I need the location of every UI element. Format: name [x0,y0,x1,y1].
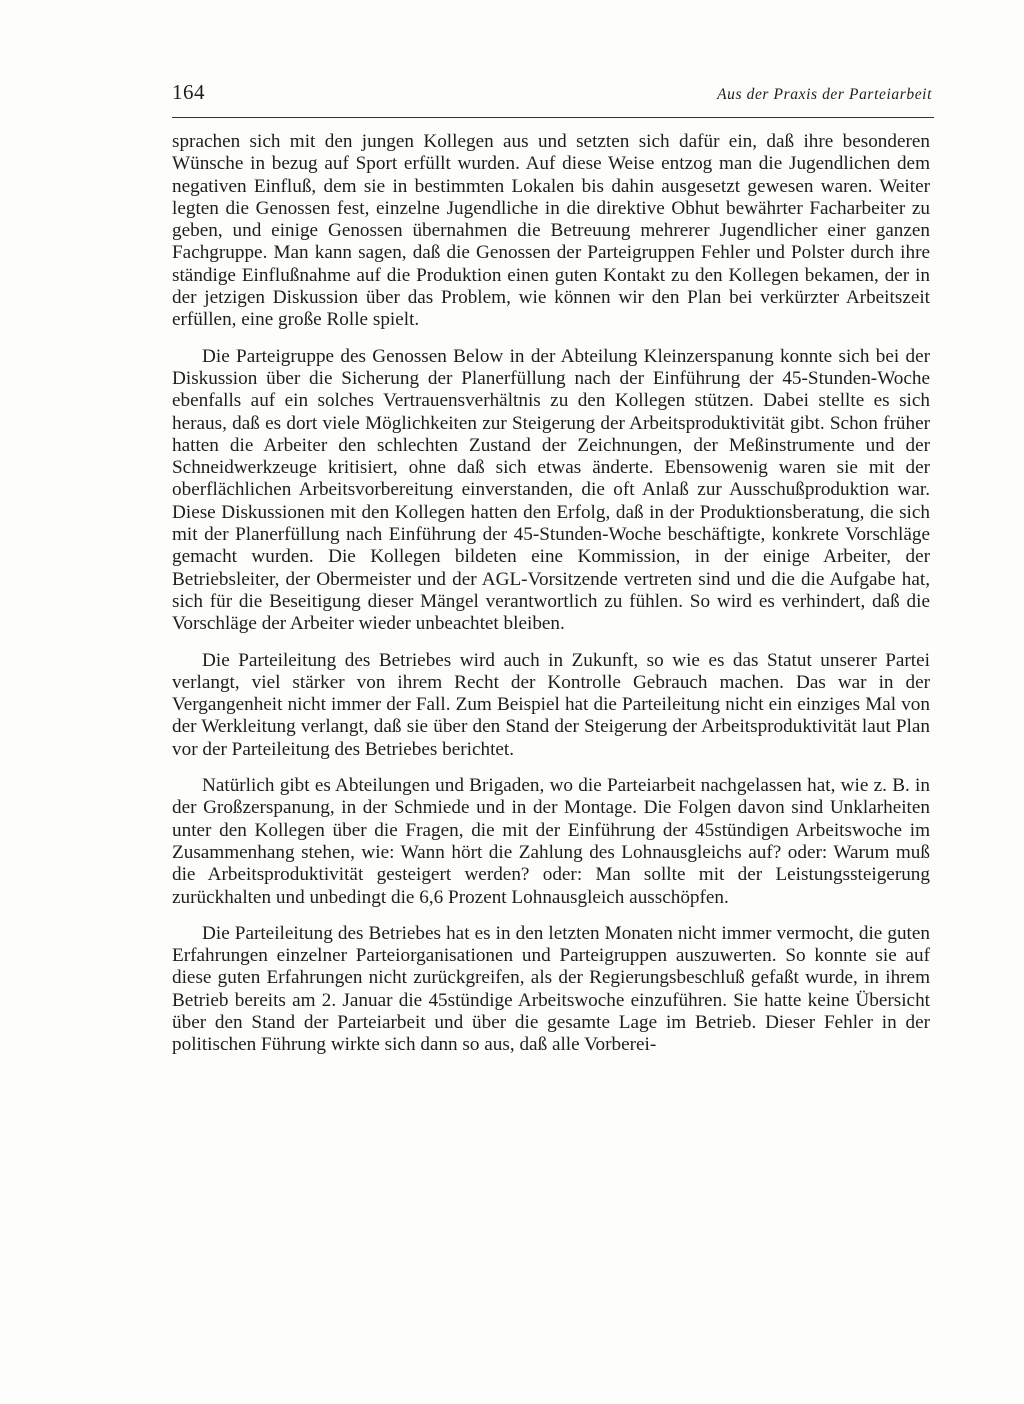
body-text [172,131,930,1071]
running-title: Aus der Praxis der Parteiarbeit [717,86,932,103]
header-rule [172,117,934,118]
page-number: 164 [172,80,205,104]
paragraph-1: sprachen sich mit den jungen Kollegen aus und setzten sich dafür ein, daß ihre besonderen Wünsche in bezug auf Sport erfüllt wurden. Auf diese Weise entzog man die Jugendlichen dem negativen Einfluß, dem sie in bestimmten Lokalen bis dahin ausgesetzt gewesen waren. Weiter legten die Genossen fest, einzelne Jugendliche in die direktive Obhut bewährter Facharbeiter zu geben, und einige Genossen übernahmen die Betreuung mehrerer Jugendlicher einer ganzen Fachgruppe. Man kann sagen, daß die Genossen der Parteigruppen Fehler und Polster durch ihre ständige Einflußnahme auf die Produktion einen guten Kontakt zu den Kollegen bekamen, der in der jetzigen Diskussion über das Problem, wie können wir den Plan bei verkürzter Arbeitszeit erfüllen, eine große Rolle spielt. [172,131,930,331]
page-header [172,80,932,114]
paragraph-4: Natürlich gibt es Abteilungen und Brigaden, wo die Parteiarbeit nachgelassen hat, wie z. B. in der Großzerspanung, in der Schmiede und in der Montage. Die Folgen davon sind Unklarheiten unter den Kollegen über die Fragen, die mit der Einführung der 45stündigen Arbeitswoche im Zusammenhang stehen, wie: Wann hört die Zahlung des Lohnausgleichs auf? oder: Warum muß die Arbeitsproduktivität gesteigert werden? oder: Man sollte mit der Leistungssteigerung zurückhalten und unbedingt die 6,6 Prozent Lohnausgleich ausschöpfen. [172,775,930,908]
paragraph-5: Die Parteileitung des Betriebes hat es in den letzten Monaten nicht immer vermocht, die guten Erfahrungen einzelner Parteiorganisationen und Parteigruppen auszuwerten. So konnte sie auf diese guten Erfahrungen nicht zurückgreifen, als der Regierungsbeschluß gefaßt wurde, in ihrem Betrieb bereits am 2. Januar die 45stündige Arbeitswoche einzuführen. Sie hatte keine Übersicht über den Stand der Parteiarbeit und über die gesamte Lage im Betrieb. Dieser Fehler in der politischen Führung wirkte sich dann so aus, daß alle Vorberei- [172,922,930,1056]
paragraph-2: Die Parteigruppe des Genossen Below in der Abteilung Kleinzerspanung konnte sich bei der Diskussion über die Sicherung der Planerfüllung nach der Einführung der 45-Stunden-Woche ebenfalls auf ein solches Vertrauensverhältnis zu den Kollegen stützen. Dabei stellte es sich heraus, daß es dort viele Möglichkeiten zur Steigerung der Arbeitsproduktivität gibt. Schon früher hatten die Arbeiter den schlechten Zustand der Zeichnungen, der Meßinstrumente und der Schneidwerkzeuge kritisiert, ohne daß sich etwas änderte. Ebensowenig waren sie mit der oberflächlichen Arbeitsvorbereitung einverstanden, die oft Anlaß zur Ausschußproduktion war. Diese Diskussionen mit den Kollegen hatten den Erfolg, daß in der Produktionsberatung, die sich mit der Planerfüllung nach Einführung der 45-Stunden-Woche beschäftigte, konkrete Vorschläge gemacht wurden. Die Kollegen bildeten eine Kommission, in der einige Arbeiter, der Betriebsleiter, der Obermeister und der AGL-Vorsitzende vertreten sind und die die Aufgabe hat, sich für die Beseitigung dieser Mängel verantwortlich zu fühlen. So wird es verhindert, daß die Vorschläge der Arbeiter wieder unbeachtet bleiben. [172,345,930,635]
paragraph-3: Die Parteileitung des Betriebes wird auch in Zukunft, so wie es das Statut unserer Partei verlangt, viel stärker von ihrem Recht der Kontrolle Gebrauch machen. Das war in der Vergangenheit nicht immer der Fall. Zum Beispiel hat die Parteileitung nicht ein einziges Mal von der Werkleitung verlangt, daß sie über den Stand der Steigerung der Arbeitsproduktivität laut Plan vor der Parteileitung des Betriebes berichtet. [172,649,930,760]
